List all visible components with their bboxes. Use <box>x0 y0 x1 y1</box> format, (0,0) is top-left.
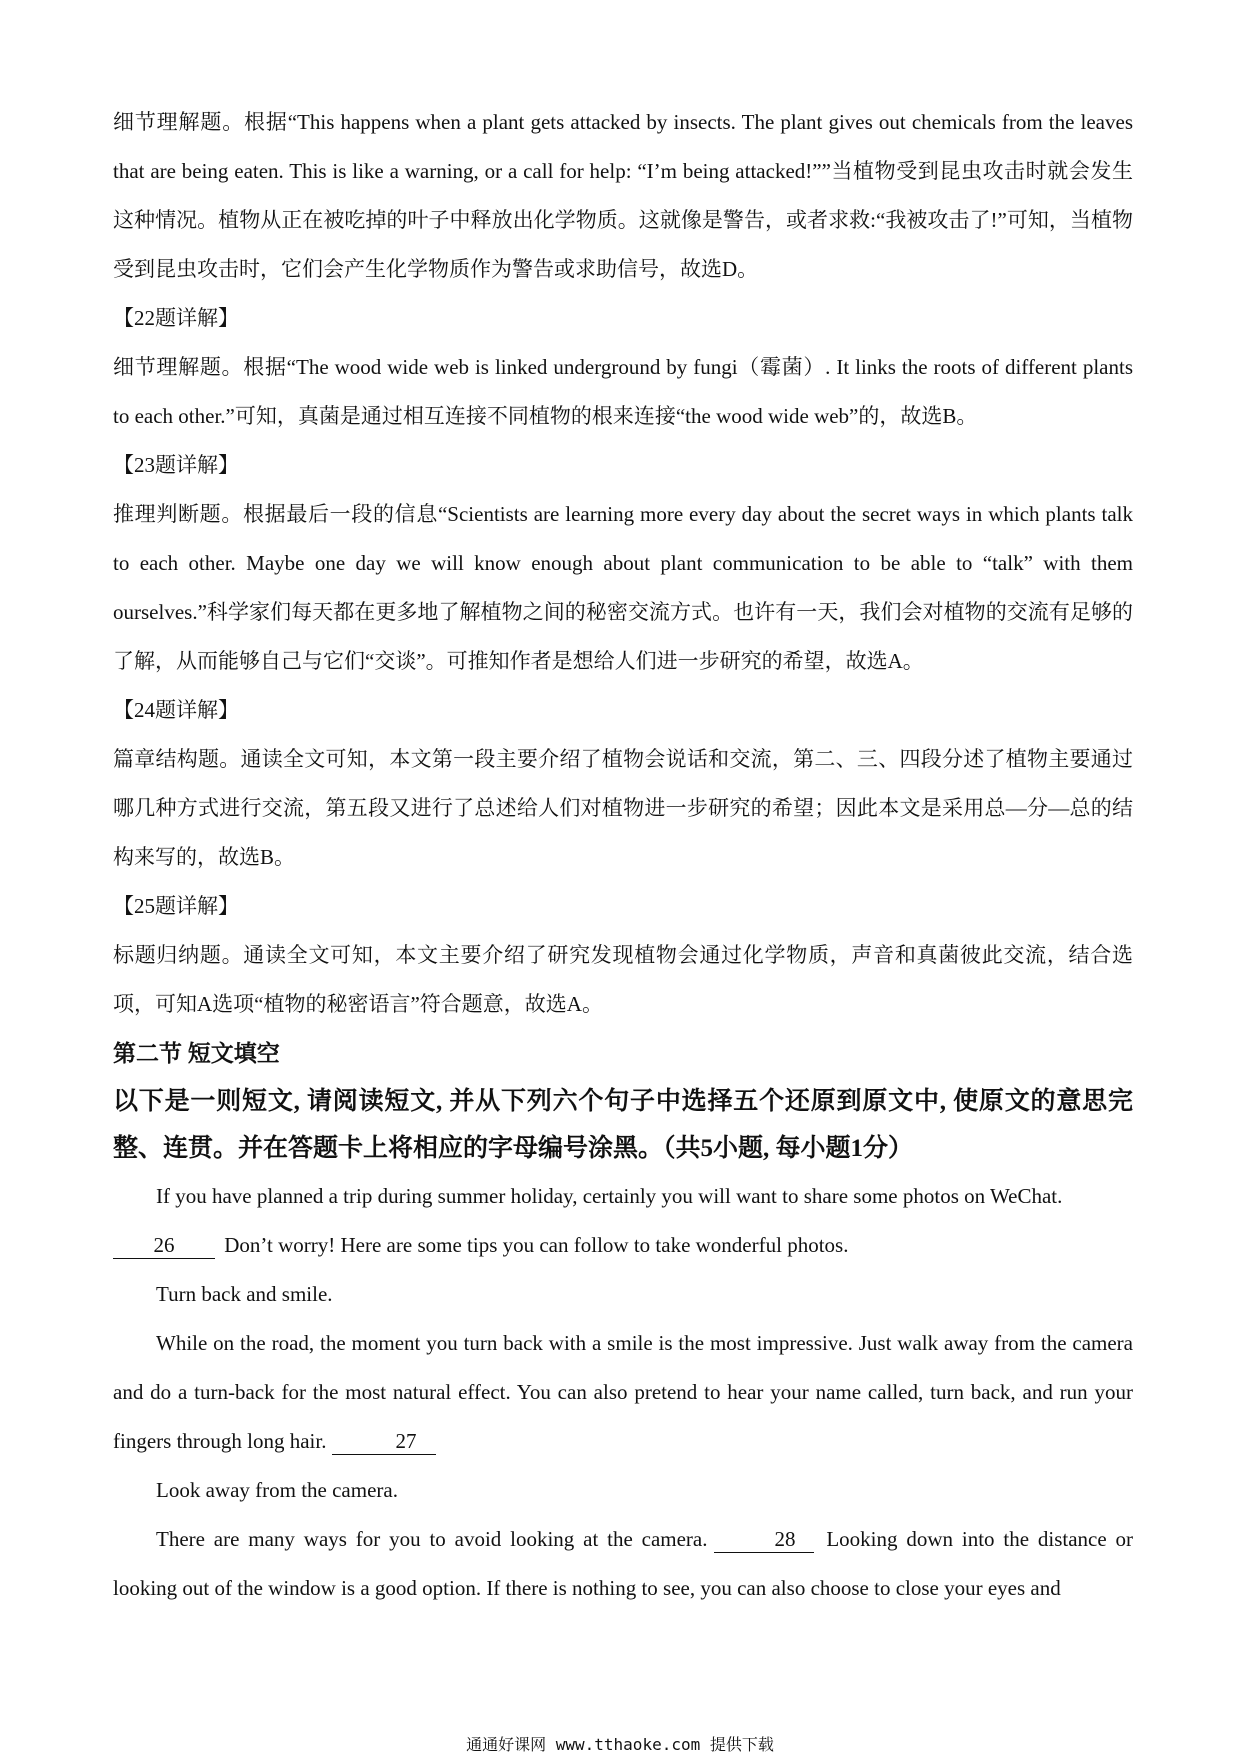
passage-paragraph-3 <box>113 1515 1133 1613</box>
passage-paragraph-2 <box>113 1319 1133 1466</box>
q21-explanation: 细节理解题。根据“This happens when a plant gets attacked by insects. The plant gives out chemicals from the leaves that are being eaten. This is like a warning, or a call for help: “I’m being attacked!””当植物受到昆虫攻击时就会发生这种情况。植物从正在被吃掉的叶子中释放出化学物质。这就像是警告，或者求救:“我被攻击了!”可知，当植物受到昆虫攻击时，它们会产生化学物质作为警告或求助信号，故选D。 <box>113 110 1133 281</box>
q24-explanation: 篇章结构题。通读全文可知，本文第一段主要介绍了植物会说话和交流，第二、三、四段分述了植物主要通过哪几种方式进行交流，第五段又进行了总述给人们对植物进一步研究的希望；因此本文是采用总—分—总的结构来写的，故选B。 <box>113 747 1133 869</box>
q25-explanation: 标题归纳题。通读全文可知，本文主要介绍了研究发现植物会通过化学物质，声音和真菌彼此交流，结合选项，可知A选项“植物的秘密语言”符合题意，故选A。 <box>113 943 1133 1016</box>
subheading-look-away: Look away from the camera. <box>156 1478 398 1502</box>
q23-explanation: 推理判断题。根据最后一段的信息“Scientists are learning more every day about the secret ways in which plants talk to each other. Maybe one day we will know enough about plant communication to be able to “talk” with them ourselves.”科学家们每天都在更多地了解植物之间的秘密交流方式。也许有一天，我们会对植物的交流有足够的了解，从而能够自己与它们“交谈”。可推知作者是想给人们进一步研究的希望，故选A。 <box>113 502 1133 673</box>
passage-paragraph-1b <box>113 1221 1133 1270</box>
q22-explanation: 细节理解题。根据“The wood wide web is linked underground by fungi（霉菌）. It links the roots of different plants to each other.”可知，真菌是通过相互连接不同植物的根来连接“the wood wide web”的，故选B。 <box>113 355 1133 428</box>
blank-26: 26 <box>113 1232 215 1259</box>
section-title: 第二节 短文填空 <box>113 1041 280 1066</box>
section-instructions: 以下是一则短文, 请阅读短文, 并从下列六个句子中选择五个还原到原文中, 使原文的意思完整、连贯。并在答题卡上将相应的字母编号涂黑。（共5小题, 每小题1分） <box>113 1088 1133 1162</box>
q23-heading: 【23题详解】 <box>113 453 239 477</box>
passage-p1b-text: Don’t worry! Here are some tips you can follow to take wonderful photos. <box>224 1233 849 1257</box>
blank-28: 28 <box>714 1526 814 1553</box>
passage-p3b-text: Looking down into the distance or looking out of the window is a good option. If there is nothing to see, you can also choose to close your eyes and <box>113 1527 1134 1600</box>
subheading-turn-back: Turn back and smile. <box>156 1282 333 1306</box>
q25-heading: 【25题详解】 <box>113 894 239 918</box>
q22-heading: 【22题详解】 <box>113 306 239 330</box>
passage-paragraph-1 <box>113 1172 1133 1221</box>
passage-p3a-text: There are many ways for you to avoid looking at the camera. <box>156 1527 708 1551</box>
passage-p1-text: If you have planned a trip during summer holiday, certainly you will want to share some photos on WeChat. <box>156 1184 1063 1208</box>
blank-27: 27 <box>332 1428 436 1455</box>
page-footer: 通通好课网 www.tthaoke.com 提供下载 <box>466 1735 774 1754</box>
passage-p2-text: While on the road, the moment you turn back with a smile is the most impressive. Just walk away from the camera and do a turn-back for the most natural effect. You can also pretend to hear your name called, turn back, and run your fingers through long hair. <box>113 1331 1133 1453</box>
document-content <box>113 98 1133 1613</box>
q24-heading: 【24题详解】 <box>113 698 239 722</box>
